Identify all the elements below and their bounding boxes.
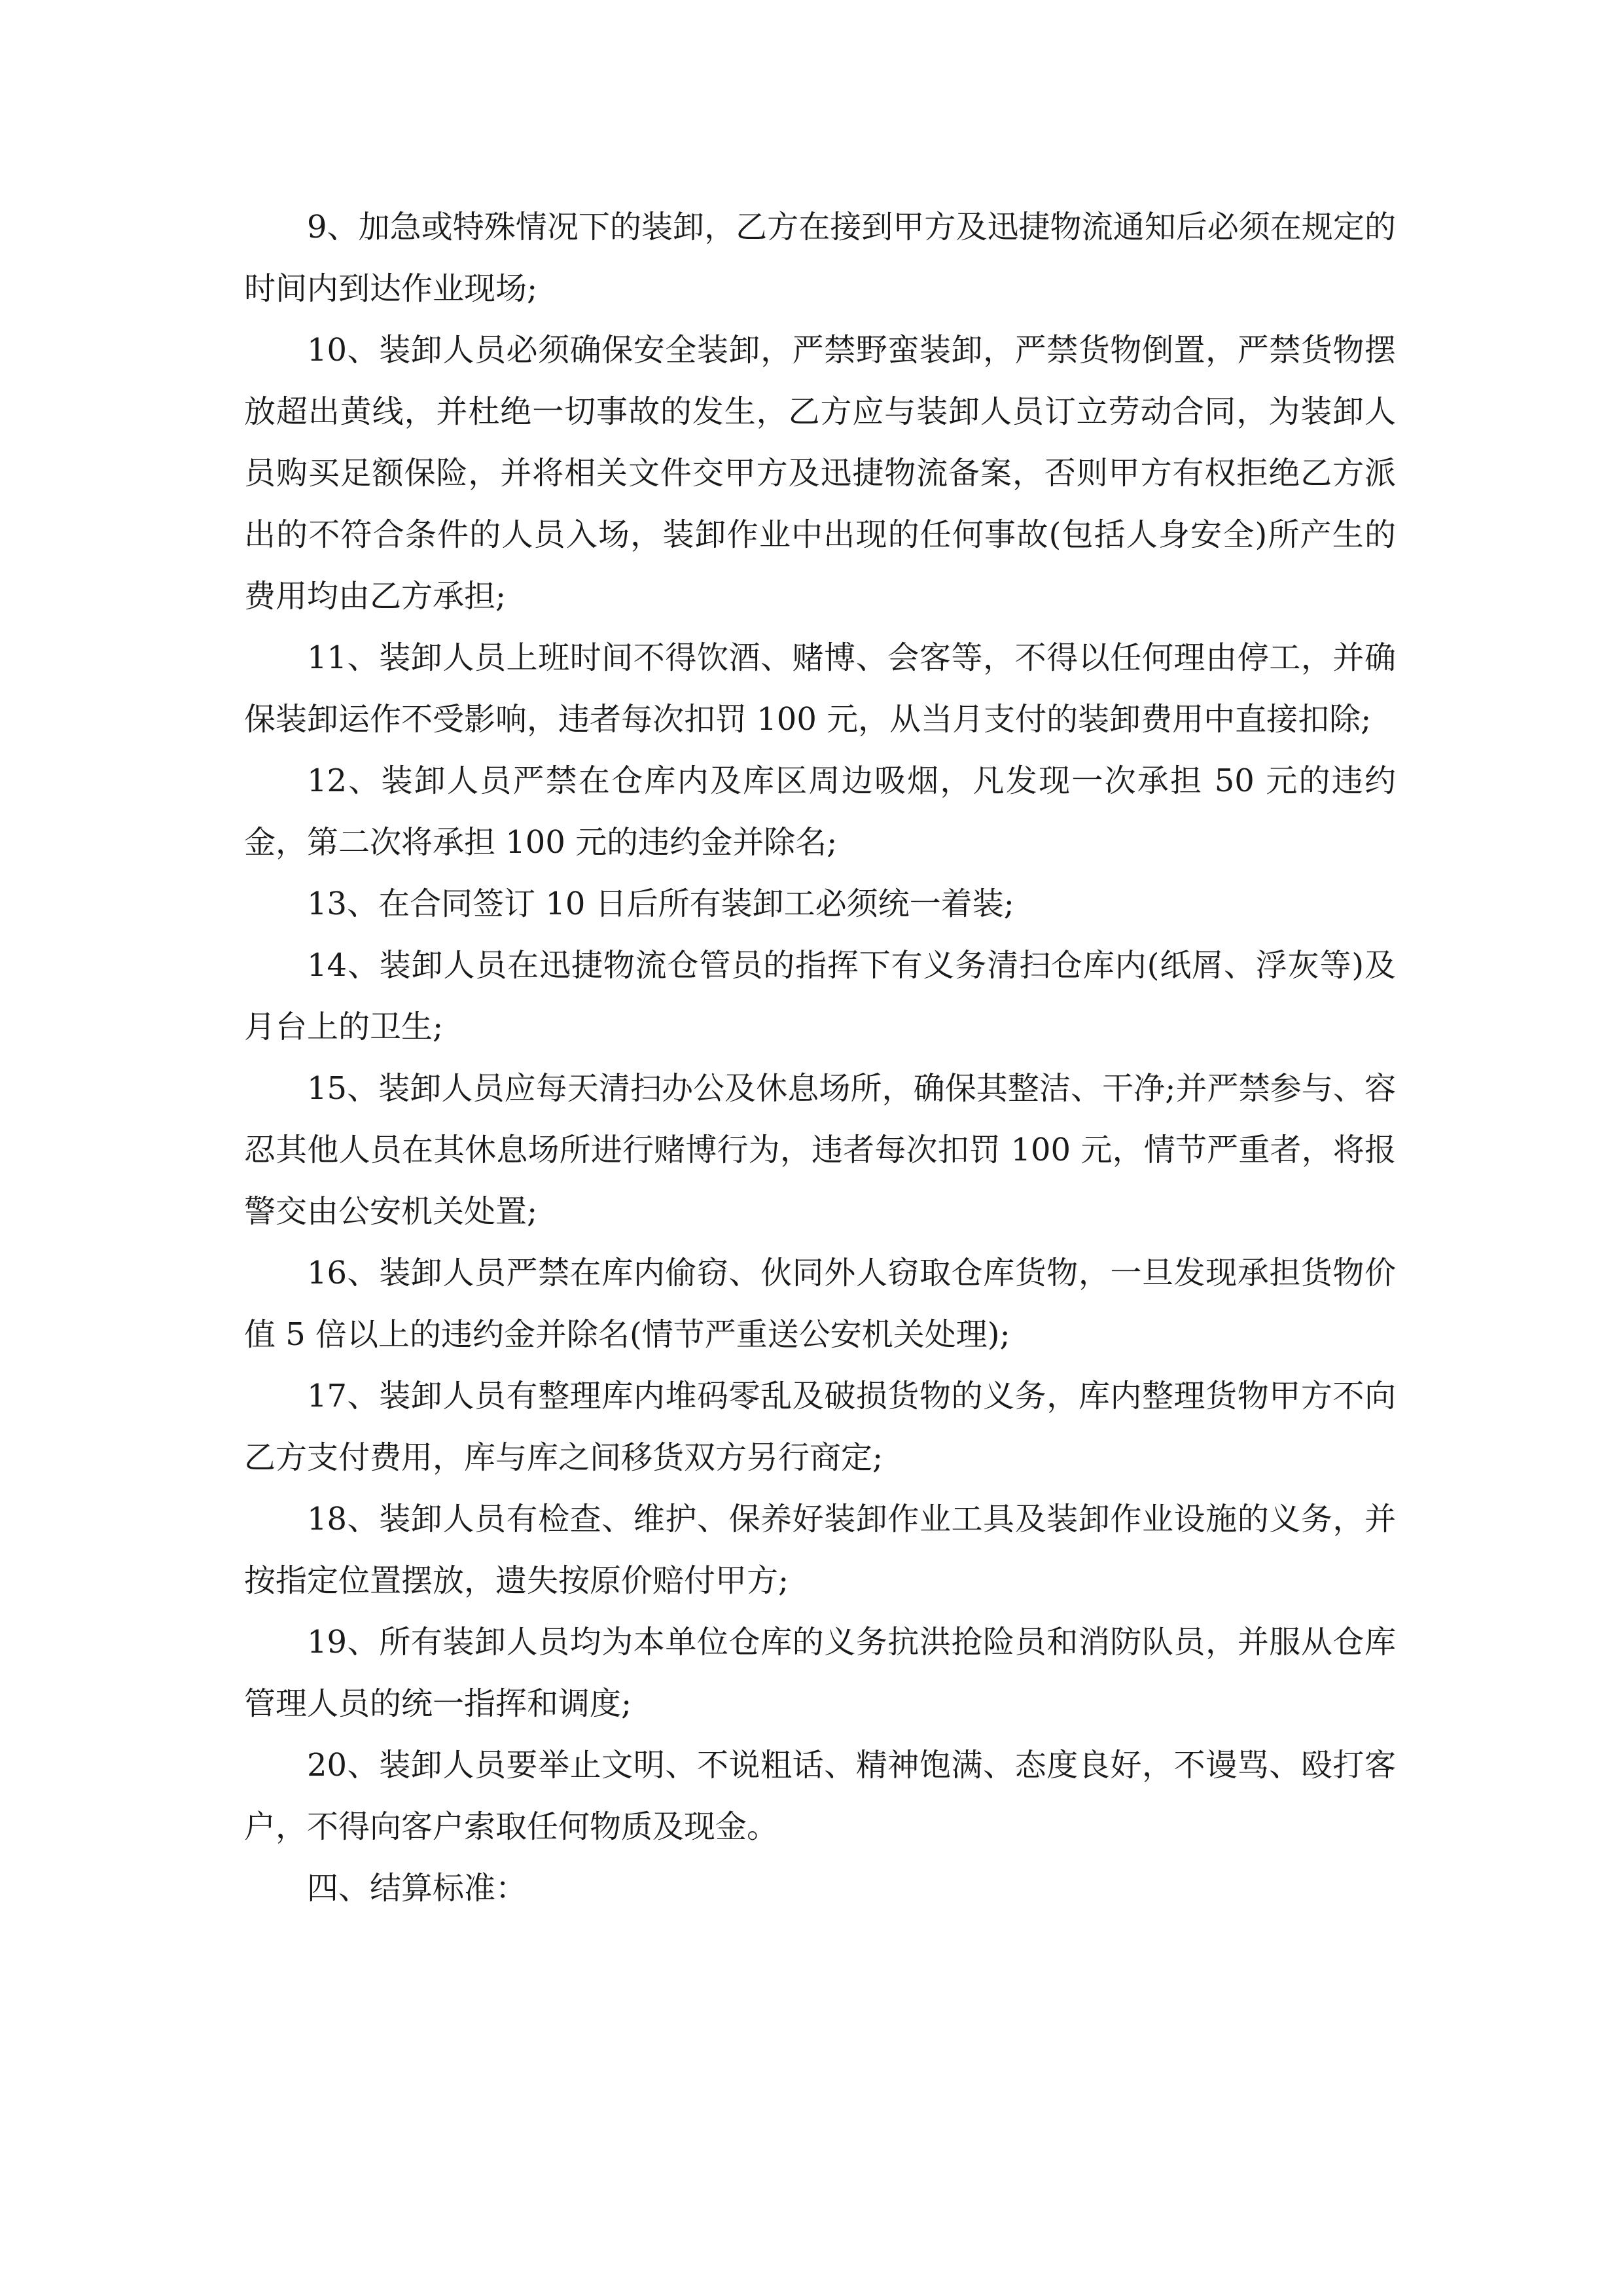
- clause-18: 18、装卸人员有检查、维护、保养好装卸作业工具及装卸作业设施的义务，并按指定位置摆放，遗失按原价赔付甲方;: [244, 1501, 1396, 1599]
- clause-20: 20、装卸人员要举止文明、不说粗话、精神饱满、态度良好，不谩骂、殴打客户，不得向客户索取任何物质及现金。: [244, 1747, 1396, 1845]
- clause-10: 10、装卸人员必须确保安全装卸，严禁野蛮装卸，严禁货物倒置，严禁货物摆放超出黄线，并杜绝一切事故的发生，乙方应与装卸人员订立劳动合同，为装卸人员购买足额保险，并将相关文件交甲方及迅捷物流备案，否则甲方有权拒绝乙方派出的不符合条件的人员入场，装卸作业中出现的任何事故(包括人身安全)所产生的费用均由乙方承担;: [244, 332, 1396, 615]
- clause-16: 16、装卸人员严禁在库内偷窃、伙同外人窃取仓库货物，一旦发现承担货物价值 5 倍以上的违约金并除名(情节严重送公安机关处理);: [244, 1255, 1396, 1353]
- section-heading-settlement: 四、结算标准：: [307, 1870, 527, 1907]
- clause-17: 17、装卸人员有整理库内堆码零乱及破损货物的义务，库内整理货物甲方不向乙方支付费用，库与库之间移货双方另行商定;: [244, 1378, 1396, 1476]
- clause-19: 19、所有装卸人员均为本单位仓库的义务抗洪抢险员和消防队员，并服从仓库管理人员的统一指挥和调度;: [244, 1624, 1396, 1722]
- clause-13: 13、在合同签订 10 日后所有装卸工必须统一着装;: [307, 886, 1014, 922]
- clause-12: 12、装卸人员严禁在仓库内及库区周边吸烟，凡发现一次承担 50 元的违约金，第二次将承担 100 元的违约金并除名;: [244, 762, 1396, 861]
- clause-9: 9、加急或特殊情况下的装卸，乙方在接到甲方及迅捷物流通知后必须在规定的时间内到达作业现场;: [244, 209, 1396, 307]
- document-body: [244, 196, 1396, 1919]
- clause-14: 14、装卸人员在迅捷物流仓管员的指挥下有义务清扫仓库内(纸屑、浮灰等)及月台上的卫生;: [244, 947, 1396, 1045]
- clause-11: 11、装卸人员上班时间不得饮酒、赌博、会客等，不得以任何理由停工，并确保装卸运作不受影响，违者每次扣罚 100 元，从当月支付的装卸费用中直接扣除;: [244, 639, 1396, 738]
- clause-15: 15、装卸人员应每天清扫办公及休息场所，确保其整洁、干净;并严禁参与、容忍其他人员在其休息场所进行赌博行为，违者每次扣罚 100 元，情节严重者，将报警交由公安机关处置;: [244, 1070, 1396, 1230]
